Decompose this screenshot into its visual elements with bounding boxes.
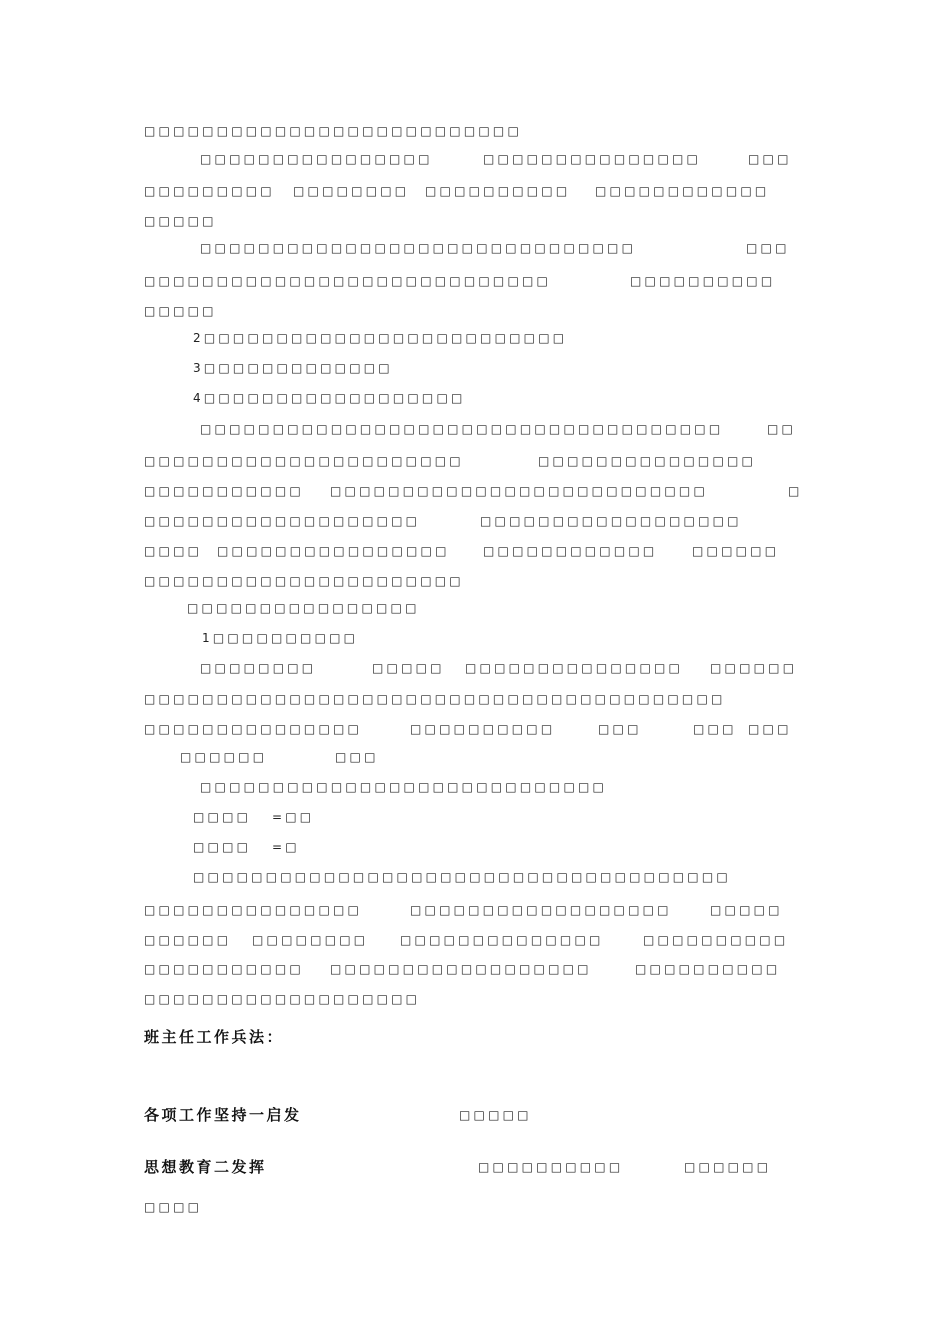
text-segment: □□□ — [598, 722, 642, 736]
text-line — [0, 899, 950, 921]
text-segment: □□□□□□□□ — [200, 661, 317, 675]
text-line — [0, 657, 950, 679]
text-segment: □□□□□□□□□□□□□□□□□□□□□□□□□□□□□□ — [200, 241, 637, 255]
text-segment: □□□□□□□□□□□□□□□□□□□□□□□□□□□□□□□□□□□□ — [200, 422, 724, 436]
text-line — [0, 570, 950, 592]
text-segment: □□□□□□□□□□□□□□□ — [144, 903, 363, 917]
text-segment: □□□□□□ — [710, 661, 798, 675]
text-segment: 3□□□□□□□□□□□□□ — [193, 361, 393, 375]
text-segment: □□□□□□□□□□□□□□□□□□□□□□□□□□□□□□□□□□□□□ — [193, 870, 731, 884]
item-line — [0, 1104, 950, 1126]
section-title: 班主任工作兵法： — [144, 1028, 285, 1046]
text-segment: □□□□□□□□□□□□□□□□□□□□□□□□□□□□ — [200, 780, 608, 794]
text-segment: □□□□□□□□ — [252, 933, 369, 947]
text-segment: □□□□□□□□□□□□□□□□ — [187, 601, 420, 615]
text-line — [0, 270, 950, 292]
text-segment: □□□□□□□□□□□□□□□□ — [217, 544, 450, 558]
text-segment: □□□□□□□□□□□□□□□□□□□□□□ — [144, 454, 464, 468]
text-segment: □□□□□□□□□□□□□□ — [400, 933, 604, 947]
text-segment: =□ — [272, 840, 300, 854]
text-segment: □□□□□□□□□□□□□□□□ — [200, 152, 433, 166]
text-line — [0, 718, 950, 740]
text-segment: □□□□□□□□□□□□□□□ — [465, 661, 684, 675]
item-label: 各项工作坚持一启发 — [144, 1106, 302, 1124]
text-segment: □□□□□□□□□□□□□□□ — [483, 152, 702, 166]
text-segment: □□□□□ — [144, 214, 217, 228]
text-segment: □□□□ — [193, 840, 252, 854]
text-segment: □□□□□□□□□□□□□□□ — [538, 454, 757, 468]
item-text: □□□□□□□□□□ — [478, 1160, 624, 1174]
text-segment: □□□ — [748, 152, 792, 166]
text-segment: □□□□□□ — [144, 933, 232, 947]
text-segment: □□□□□□□□ — [293, 184, 410, 198]
text-segment: □□□□□□□□□□□□ — [483, 544, 658, 558]
text-segment: □□ — [767, 422, 797, 436]
text-line — [0, 387, 950, 409]
text-segment: □□□□□□□□□□ — [643, 933, 789, 947]
text-segment: □□□ — [335, 750, 379, 764]
text-line — [0, 120, 950, 142]
text-segment: □□□□□ — [372, 661, 445, 675]
text-line — [0, 776, 950, 798]
text-segment: □□□□□□ — [180, 750, 268, 764]
text-segment: □□□ — [746, 241, 790, 255]
text-line — [0, 1196, 950, 1218]
text-line — [0, 746, 950, 768]
text-segment: 1□□□□□□□□□□ — [202, 631, 359, 645]
text-segment: □□□□□□□□□□□ — [144, 962, 304, 976]
text-line — [0, 988, 950, 1010]
text-segment: □□□□□□□□□ — [144, 184, 275, 198]
text-line — [0, 597, 950, 619]
item-line — [0, 1156, 950, 1178]
text-segment: □□□□□□□□□□□□□□□□□□□ — [144, 514, 421, 528]
text-line — [0, 866, 950, 888]
text-line — [0, 836, 950, 858]
text-segment: □□□□□□□□□□□□□□□□□□□□□□□□□□ — [330, 484, 708, 498]
text-segment: □□□□□□□□□□□□□□□□□□ — [480, 514, 742, 528]
text-line — [0, 929, 950, 951]
text-segment: □□□□□□□□□□□□□□□□□□□□□□ — [144, 574, 464, 588]
text-segment: □□□□ — [144, 1200, 203, 1214]
text-segment: □□□□□ — [710, 903, 783, 917]
text-segment: 4□□□□□□□□□□□□□□□□□□ — [193, 391, 466, 405]
text-segment: □□□□ — [193, 810, 252, 824]
text-segment: □□□□□□□□□□□ — [144, 484, 304, 498]
text-line — [0, 688, 950, 710]
text-segment: □□□□□□□□□□ — [410, 722, 556, 736]
text-line — [0, 300, 950, 322]
text-line — [0, 327, 950, 349]
text-line — [0, 806, 950, 828]
text-line — [0, 540, 950, 562]
item-label: 思想教育二发挥 — [144, 1158, 267, 1176]
text-segment: □□□□□□□□□□□□□□□ — [144, 722, 363, 736]
text-segment: □□□□□□□□□□ — [635, 962, 781, 976]
text-segment: □□□□□□□□□□□□□□□□□□□□□□□□□□ — [144, 124, 522, 138]
text-segment: □□□ — [693, 722, 737, 736]
text-segment: =□□ — [272, 810, 315, 824]
text-line — [0, 958, 950, 980]
text-line — [0, 627, 950, 649]
text-segment: □□□□ — [144, 544, 203, 558]
text-segment: □□□□□□□□□□ — [630, 274, 776, 288]
text-segment: □□□□□□□□□□□□□□□□□□□□□□□□□□□□□□□□□□□□□□□□ — [144, 692, 726, 706]
text-segment: □□□□□ — [144, 304, 217, 318]
text-segment: □□□□□□□□□□□□□□□□□□□□□□□□□□□□ — [144, 274, 552, 288]
text-line — [0, 237, 950, 259]
text-line — [0, 210, 950, 232]
text-line — [0, 450, 950, 472]
text-line — [0, 180, 950, 202]
text-line — [0, 418, 950, 440]
section-heading-line — [0, 1026, 950, 1048]
text-line — [0, 480, 950, 502]
text-segment: □□□□□□□□□□□□ — [595, 184, 770, 198]
text-segment: □ — [788, 484, 803, 498]
text-segment: □□□□□□□□□□ — [425, 184, 571, 198]
item-text: □□□□□□ — [684, 1160, 772, 1174]
text-line — [0, 357, 950, 379]
text-segment: □□□□□□□□□□□□□□□□□□ — [330, 962, 592, 976]
text-segment: □□□□□□□□□□□□□□□□□□ — [410, 903, 672, 917]
text-segment: □□□ — [748, 722, 792, 736]
text-segment: □□□□□□□□□□□□□□□□□□□ — [144, 992, 421, 1006]
text-segment: 2□□□□□□□□□□□□□□□□□□□□□□□□□ — [193, 331, 568, 345]
text-line — [0, 148, 950, 170]
text-segment: □□□□□□ — [692, 544, 780, 558]
text-line — [0, 510, 950, 532]
item-text: □□□□□ — [459, 1108, 532, 1122]
